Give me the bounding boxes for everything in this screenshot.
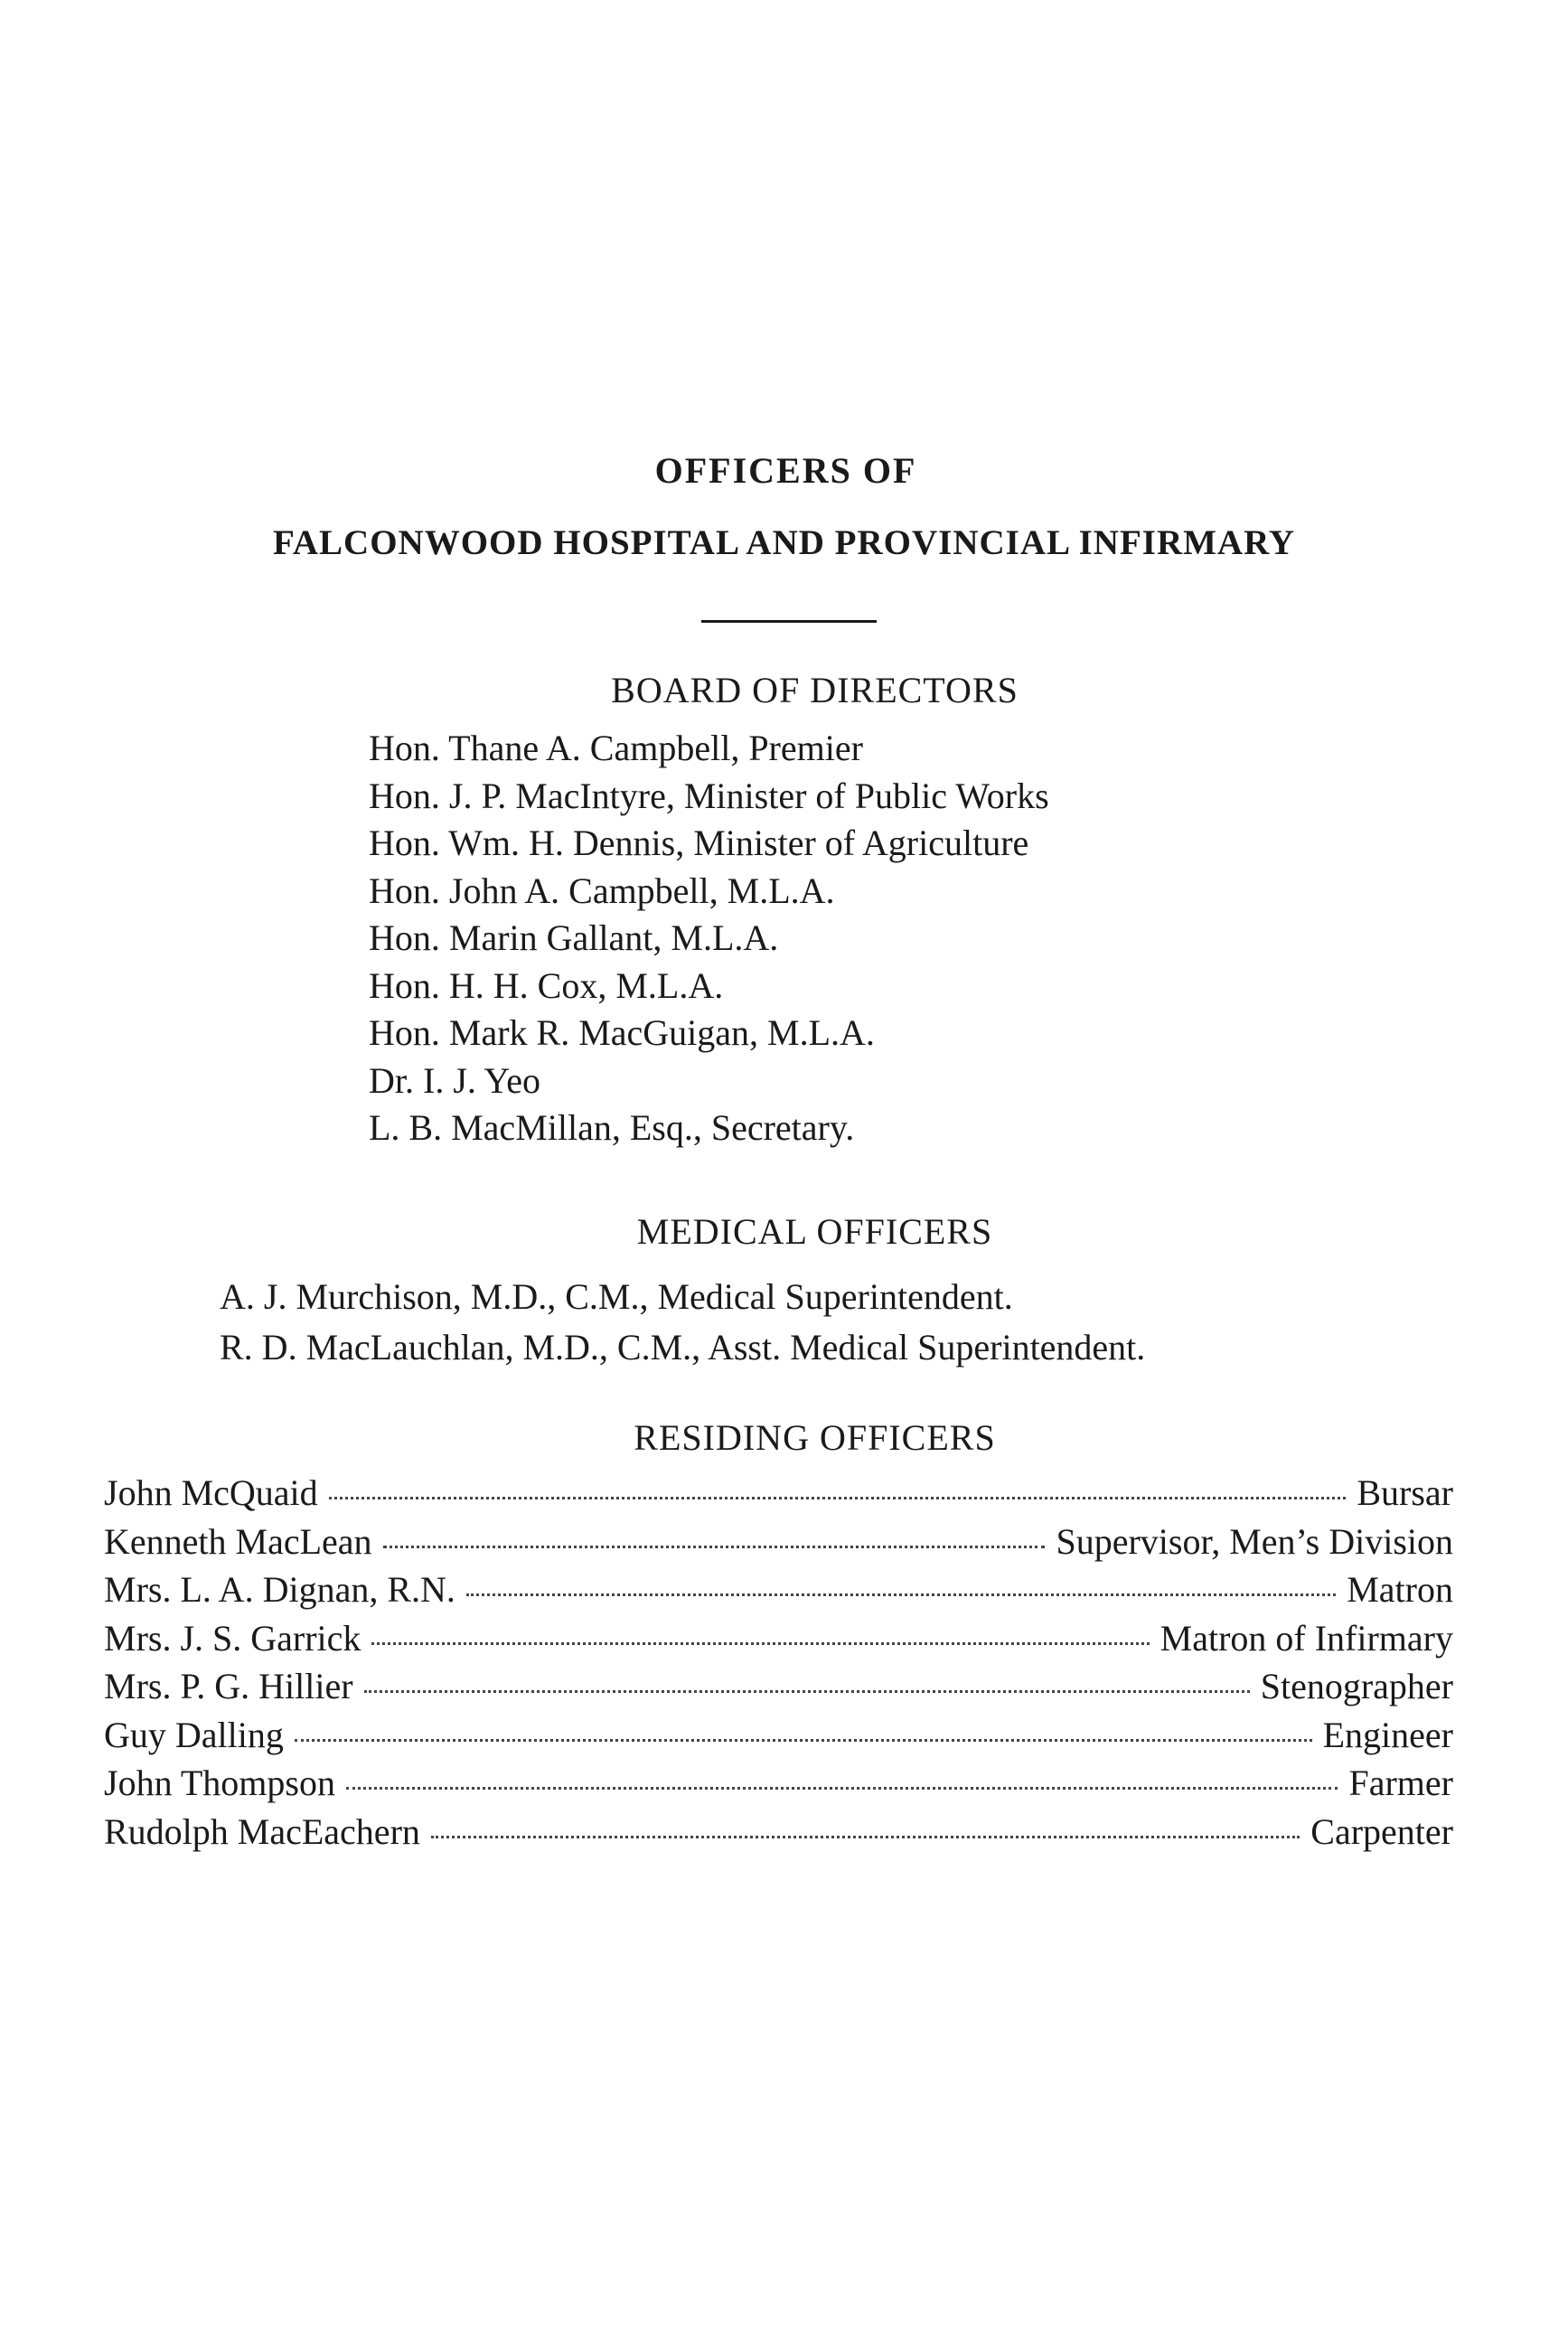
- board-of-directors-heading: BOARD OF DIRECTORS: [611, 670, 1019, 710]
- residing-officers-list: [104, 1469, 1453, 1856]
- officer-name: Mrs. P. G. Hillier: [104, 1666, 353, 1706]
- dot-leader: [329, 1497, 1347, 1499]
- residing-officers-heading: RESIDING OFFICERS: [634, 1417, 996, 1458]
- residing-officer-row: [104, 1662, 1453, 1711]
- residing-officer-row: [104, 1565, 1453, 1614]
- officer-name: Rudolph MacEachern: [104, 1810, 420, 1852]
- residing-officer-row: [104, 1614, 1453, 1663]
- director-entry: Hon. H. H. Cox, M.L.A.: [369, 964, 724, 1006]
- title-divider: [701, 620, 877, 623]
- officer-role: Stenographer: [1260, 1666, 1453, 1706]
- board-of-directors-list: [369, 725, 1049, 1152]
- director-entry: Hon. Thane A. Campbell, Premier: [369, 728, 863, 768]
- officer-role: Matron: [1347, 1569, 1453, 1610]
- officer-role: Supervisor, Men’s Division: [1056, 1520, 1453, 1562]
- medical-officer-entry: R. D. MacLauchlan, M.D., C.M., Asst. Medical Superintendent.: [220, 1327, 1146, 1368]
- residing-officer-row: [104, 1518, 1453, 1566]
- officer-name: Mrs. L. A. Dignan, R.N.: [104, 1569, 455, 1610]
- dot-leader: [383, 1546, 1046, 1548]
- dot-leader: [466, 1593, 1336, 1596]
- page-title: OFFICERS OF: [654, 450, 917, 491]
- director-entry: Hon. John A. Campbell, M.L.A.: [369, 870, 835, 911]
- medical-officers-list: [220, 1272, 1145, 1373]
- residing-officer-row: [104, 1759, 1453, 1808]
- medical-officer-entry: A. J. Murchison, M.D., C.M., Medical Superintendent.: [220, 1276, 1013, 1317]
- dot-leader: [371, 1642, 1149, 1645]
- dot-leader: [295, 1739, 1312, 1742]
- director-entry: Hon. Wm. H. Dennis, Minister of Agriculture: [369, 822, 1029, 863]
- officer-role: Matron of Infirmary: [1160, 1617, 1453, 1659]
- officer-name: Kenneth MacLean: [104, 1520, 372, 1562]
- residing-officer-row: [104, 1711, 1453, 1760]
- officer-role: Bursar: [1357, 1472, 1453, 1513]
- officer-role: Farmer: [1348, 1762, 1453, 1803]
- residing-officer-row: [104, 1808, 1453, 1856]
- director-entry: Hon. Marin Gallant, M.L.A.: [369, 917, 779, 958]
- officer-name: Mrs. J. S. Garrick: [104, 1617, 361, 1659]
- director-entry: Hon. J. P. MacIntyre, Minister of Public Works: [369, 775, 1049, 816]
- residing-officer-row: [104, 1469, 1453, 1518]
- officer-name: John McQuaid: [104, 1472, 318, 1513]
- dot-leader: [364, 1690, 1250, 1693]
- director-entry: Hon. Mark R. MacGuigan, M.L.A.: [369, 1012, 875, 1053]
- officer-role: Engineer: [1322, 1714, 1453, 1755]
- officer-name: John Thompson: [104, 1762, 335, 1803]
- officer-role: Carpenter: [1310, 1810, 1453, 1852]
- medical-officers-heading: MEDICAL OFFICERS: [636, 1211, 993, 1252]
- page-subtitle: FALCONWOOD HOSPITAL AND PROVINCIAL INFIRMARY: [272, 523, 1296, 562]
- director-entry: L. B. MacMillan, Esq., Secretary.: [369, 1107, 855, 1148]
- director-entry: Dr. I. J. Yeo: [369, 1059, 541, 1101]
- dot-leader: [431, 1836, 1300, 1838]
- officer-name: Guy Dalling: [104, 1714, 284, 1755]
- dot-leader: [346, 1787, 1338, 1790]
